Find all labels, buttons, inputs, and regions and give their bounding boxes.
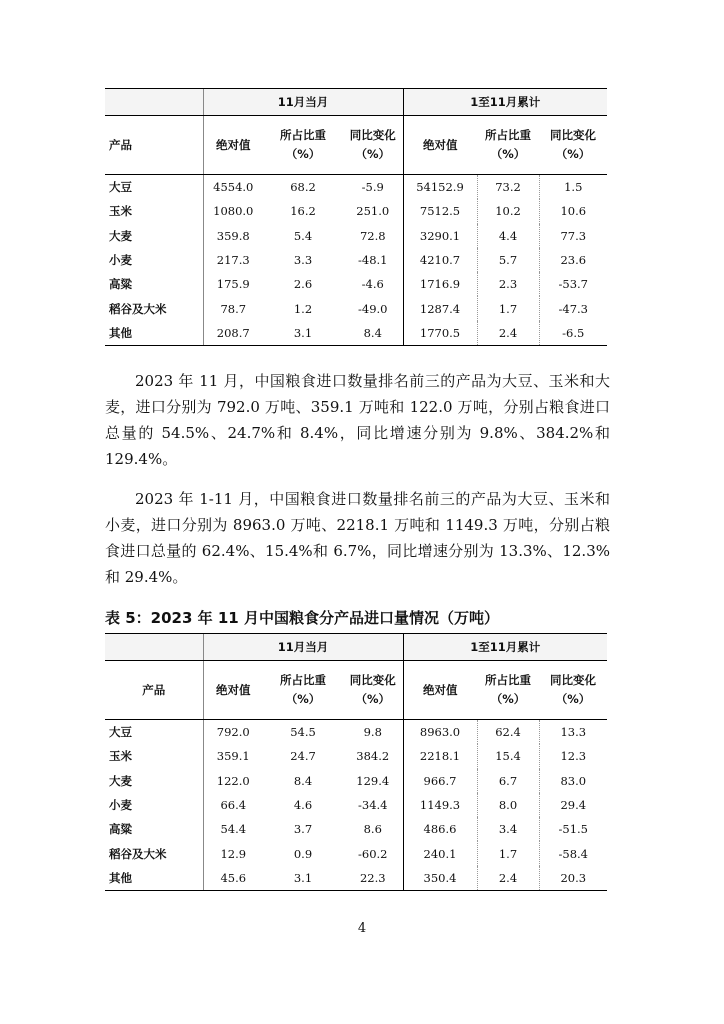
value-cell: 62.4 bbox=[477, 720, 539, 745]
value-cell: 78.7 bbox=[203, 296, 263, 320]
product-name-cell: 玉米 bbox=[109, 749, 132, 764]
value-cell: 966.7 bbox=[403, 769, 477, 793]
value-cell: 15.4 bbox=[477, 744, 539, 768]
value-cell: -4.6 bbox=[361, 277, 384, 292]
value-cell: 251.0 bbox=[356, 204, 390, 219]
value-cell: 217.3 bbox=[203, 248, 263, 272]
value-cell: 1.5 bbox=[539, 175, 607, 200]
value-cell: 5.7 bbox=[477, 248, 539, 272]
table-4-group-header bbox=[105, 89, 607, 116]
table-row bbox=[105, 224, 607, 248]
value-cell: 1.7 bbox=[477, 841, 539, 865]
value-cell: 792.0 bbox=[203, 720, 263, 745]
group-cumulative-header: 1至11月累计 bbox=[403, 634, 607, 661]
value-cell: 4.6 bbox=[293, 798, 313, 813]
table-row bbox=[105, 248, 607, 272]
value-cell: 8963.0 bbox=[403, 720, 477, 745]
value-cell: 1716.9 bbox=[403, 272, 477, 296]
table-row bbox=[105, 272, 607, 296]
value-cell: -6.5 bbox=[539, 321, 607, 346]
table-row bbox=[105, 720, 607, 745]
col-abs-header: 绝对值 bbox=[203, 661, 263, 720]
value-cell: 83.0 bbox=[539, 769, 607, 793]
table-5-column-header bbox=[105, 661, 607, 720]
product-name-cell: 其他 bbox=[105, 866, 203, 891]
table-row bbox=[105, 175, 607, 200]
table-row bbox=[105, 199, 607, 223]
value-cell: 3.1 bbox=[263, 866, 343, 891]
value-cell: 175.9 bbox=[203, 272, 263, 296]
value-cell: 73.2 bbox=[477, 175, 539, 200]
group-month-header: 11月当月 bbox=[203, 89, 403, 116]
product-name-cell: 小麦 bbox=[109, 798, 132, 813]
col-product-header: 产品 bbox=[105, 661, 203, 720]
value-cell: 54.5 bbox=[290, 725, 316, 740]
group-month-header: 11月当月 bbox=[203, 634, 403, 661]
value-cell: 1770.5 bbox=[403, 321, 477, 346]
value-cell: 7512.5 bbox=[403, 199, 477, 223]
value-cell: -48.1 bbox=[358, 253, 388, 268]
paragraph-monthly-summary: 2023 年 11 月，中国粮食进口数量排名前三的产品为大豆、玉米和大麦，进口分别为 792.0 万吨、359.1 万吨和 122.0 万吨，分别占粮食进口总量的 54.5%、24.7%和 8.4%，同比增速分别为 9.8%、384.2%和 129.4%。 bbox=[105, 372, 610, 468]
value-cell: -47.3 bbox=[539, 296, 607, 320]
product-name-cell: 其他 bbox=[105, 321, 203, 346]
value-cell: 4210.7 bbox=[403, 248, 477, 272]
table-row bbox=[105, 866, 607, 891]
value-cell: 13.3 bbox=[539, 720, 607, 745]
value-cell: 2.6 bbox=[293, 277, 313, 292]
value-cell: 68.2 bbox=[290, 180, 316, 195]
value-cell: 8.4 bbox=[343, 321, 403, 346]
col-share-cum-header: 所占比重 （%） bbox=[477, 661, 539, 720]
value-cell: 208.7 bbox=[203, 321, 263, 346]
product-name-cell: 大豆 bbox=[109, 180, 132, 195]
table-row bbox=[105, 769, 607, 793]
col-yoy-cum-header: 同比变化 （%） bbox=[539, 116, 607, 175]
col-share-cum-header: 所占比重 （%） bbox=[477, 116, 539, 175]
value-cell: -5.9 bbox=[361, 180, 384, 195]
value-cell: 1.7 bbox=[477, 296, 539, 320]
value-cell: 10.2 bbox=[477, 199, 539, 223]
value-cell: -49.0 bbox=[358, 301, 388, 316]
value-cell: 77.3 bbox=[539, 224, 607, 248]
table-row bbox=[105, 793, 607, 817]
value-cell: 2.4 bbox=[477, 321, 539, 346]
product-name-cell: 大麦 bbox=[109, 228, 132, 243]
table-4 bbox=[105, 88, 607, 346]
value-cell: 4.4 bbox=[477, 224, 539, 248]
value-cell: 350.4 bbox=[403, 866, 477, 891]
value-cell: 54152.9 bbox=[403, 175, 477, 200]
value-cell: 8.4 bbox=[293, 773, 313, 788]
col-abs-cum-header: 绝对值 bbox=[403, 661, 477, 720]
value-cell: 122.0 bbox=[203, 769, 263, 793]
value-cell: 12.9 bbox=[203, 841, 263, 865]
value-cell: -53.7 bbox=[539, 272, 607, 296]
value-cell: 359.1 bbox=[203, 744, 263, 768]
table-row bbox=[105, 817, 607, 841]
value-cell: 0.9 bbox=[293, 846, 313, 861]
value-cell: 2218.1 bbox=[403, 744, 477, 768]
page-number: 4 bbox=[357, 921, 367, 936]
value-cell: 2.4 bbox=[477, 866, 539, 891]
value-cell: 3.1 bbox=[263, 321, 343, 346]
value-cell: 16.2 bbox=[290, 204, 316, 219]
col-product-header: 产品 bbox=[105, 116, 203, 175]
product-name-cell: 大豆 bbox=[109, 725, 132, 740]
product-name-cell: 稻谷及大米 bbox=[109, 846, 167, 861]
value-cell: 9.8 bbox=[363, 725, 382, 740]
value-cell: -58.4 bbox=[539, 841, 607, 865]
value-cell: 129.4 bbox=[356, 773, 390, 788]
value-cell: 8.0 bbox=[477, 793, 539, 817]
value-cell: -51.5 bbox=[539, 817, 607, 841]
table-row bbox=[105, 841, 607, 865]
value-cell: -60.2 bbox=[358, 846, 388, 861]
product-name-cell: 高粱 bbox=[109, 822, 132, 837]
value-cell: 1149.3 bbox=[403, 793, 477, 817]
value-cell: 23.6 bbox=[539, 248, 607, 272]
value-cell: 45.6 bbox=[203, 866, 263, 891]
value-cell: 486.6 bbox=[403, 817, 477, 841]
value-cell: 12.3 bbox=[539, 744, 607, 768]
product-name-cell: 高粱 bbox=[109, 277, 132, 292]
table-5-caption: 表 5：2023 年 11 月中国粮食分产品进口量情况（万吨） bbox=[105, 609, 499, 627]
value-cell: 5.4 bbox=[293, 228, 313, 243]
value-cell: 6.7 bbox=[477, 769, 539, 793]
value-cell: 359.8 bbox=[203, 224, 263, 248]
group-cumulative-header: 1至11月累计 bbox=[403, 89, 607, 116]
paragraph-cumulative-summary: 2023 年 1-11 月，中国粮食进口数量排名前三的产品为大豆、玉米和小麦，进口分别为 8963.0 万吨、2218.1 万吨和 1149.3 万吨，分别占粮食进口总量的 62.4%、15.4%和 6.7%，同比增速分别为 13.3%、12.3%和 29.4%。 bbox=[105, 490, 610, 586]
value-cell: 72.8 bbox=[359, 228, 386, 243]
value-cell: 3.4 bbox=[477, 817, 539, 841]
col-share-header: 所占比重 （%） bbox=[263, 116, 343, 175]
value-cell: 54.4 bbox=[203, 817, 263, 841]
value-cell: 4554.0 bbox=[203, 175, 263, 200]
table-5 bbox=[105, 633, 607, 891]
product-name-cell: 玉米 bbox=[109, 204, 132, 219]
table-row bbox=[105, 744, 607, 768]
value-cell: 24.7 bbox=[290, 749, 316, 764]
value-cell: 240.1 bbox=[403, 841, 477, 865]
product-name-cell: 小麦 bbox=[109, 253, 132, 268]
value-cell: 3290.1 bbox=[403, 224, 477, 248]
value-cell: 20.3 bbox=[539, 866, 607, 891]
value-cell: 1080.0 bbox=[203, 199, 263, 223]
value-cell: 8.6 bbox=[363, 822, 382, 837]
table-row bbox=[105, 321, 607, 346]
table-5-group-header bbox=[105, 634, 607, 661]
value-cell: 1.2 bbox=[293, 301, 313, 316]
table-row bbox=[105, 296, 607, 320]
value-cell: 3.3 bbox=[293, 253, 313, 268]
col-share-header: 所占比重 （%） bbox=[263, 661, 343, 720]
value-cell: -34.4 bbox=[358, 798, 388, 813]
value-cell: 10.6 bbox=[539, 199, 607, 223]
product-name-cell: 大麦 bbox=[109, 773, 132, 788]
table-4-column-header bbox=[105, 116, 607, 175]
col-abs-cum-header: 绝对值 bbox=[403, 116, 477, 175]
col-abs-header: 绝对值 bbox=[203, 116, 263, 175]
value-cell: 22.3 bbox=[343, 866, 403, 891]
value-cell: 66.4 bbox=[203, 793, 263, 817]
value-cell: 29.4 bbox=[539, 793, 607, 817]
col-yoy-cum-header: 同比变化 （%） bbox=[539, 661, 607, 720]
col-yoy-header: 同比变化 （%） bbox=[343, 661, 403, 720]
col-yoy-header: 同比变化 （%） bbox=[343, 116, 403, 175]
value-cell: 384.2 bbox=[356, 749, 390, 764]
value-cell: 1287.4 bbox=[403, 296, 477, 320]
value-cell: 3.7 bbox=[293, 822, 313, 837]
product-name-cell: 稻谷及大米 bbox=[109, 301, 167, 316]
value-cell: 2.3 bbox=[477, 272, 539, 296]
